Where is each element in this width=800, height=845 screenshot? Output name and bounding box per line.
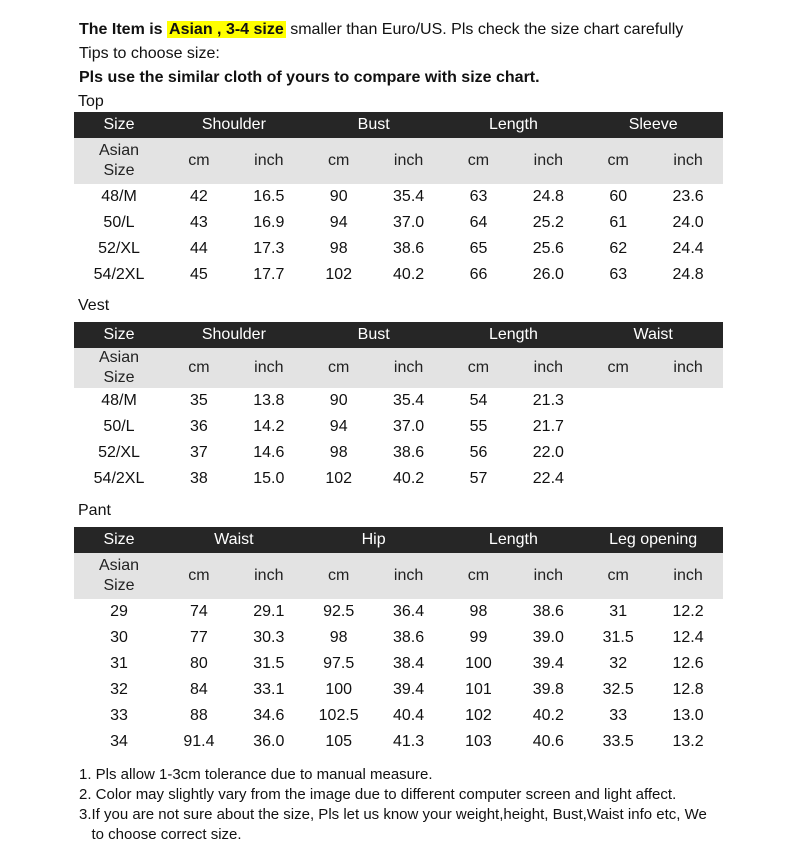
measure-cell: 33.1 <box>253 681 285 698</box>
size-cell: 54/2XL <box>93 266 145 283</box>
measure-cell: 13.8 <box>253 392 285 409</box>
top-size-table <box>74 112 723 288</box>
measure-cell: 91.4 <box>183 733 215 750</box>
measure-cell: 98 <box>469 603 488 620</box>
table-row <box>74 414 723 440</box>
intro-line <box>79 20 683 40</box>
subheader-unit: inch <box>653 553 723 599</box>
measure-cell: 84 <box>190 681 208 698</box>
measure-cell: 62 <box>609 240 628 257</box>
table-row <box>74 651 723 677</box>
pant-size-table <box>74 527 723 755</box>
subheader-unit: cm <box>444 348 514 388</box>
measure-cell: 56 <box>469 444 488 461</box>
table-row <box>74 466 723 492</box>
measure-cell: 39.0 <box>532 629 564 646</box>
table-row <box>74 388 723 414</box>
size-cell: 29 <box>110 603 128 620</box>
pant-section-label: Pant <box>78 502 111 519</box>
measure-cell: 12.4 <box>672 629 704 646</box>
vest-size-table <box>74 322 723 492</box>
measure-cell: 43 <box>190 214 208 231</box>
measure-cell: 25.2 <box>532 214 564 231</box>
subheader-unit: cm <box>583 348 653 388</box>
subheader-asian-size: Asian Size <box>74 348 164 388</box>
table-row <box>74 210 723 236</box>
header-length: Length <box>444 322 584 348</box>
intro-prefix: The Item is <box>79 21 163 38</box>
subheader-unit: cm <box>164 553 234 599</box>
table-row <box>74 599 723 625</box>
subheader-unit: inch <box>513 138 583 184</box>
measure-cell: 33.5 <box>602 733 634 750</box>
measure-cell: 54 <box>469 392 488 409</box>
size-cell: 31 <box>110 655 128 672</box>
measure-cell: 40.6 <box>532 733 564 750</box>
size-cell: 52/XL <box>98 444 140 461</box>
header-leg-opening: Leg opening <box>583 527 723 553</box>
header-size: Size <box>74 112 164 138</box>
measure-cell: 38.6 <box>393 444 425 461</box>
tips-heading: Tips to choose size: <box>79 45 220 62</box>
measure-cell: 16.5 <box>253 188 285 205</box>
subheader-unit: inch <box>513 348 583 388</box>
table-row <box>74 236 723 262</box>
measure-cell: 37.0 <box>393 214 425 231</box>
measure-cell: 64 <box>469 214 488 231</box>
measure-cell <box>583 466 653 492</box>
measure-cell: 37.0 <box>393 418 425 435</box>
measure-cell: 98 <box>329 240 348 257</box>
measure-cell: 40.2 <box>393 266 425 283</box>
table-row <box>74 729 723 755</box>
measure-cell: 37 <box>190 444 208 461</box>
measure-cell: 80 <box>190 655 208 672</box>
measure-cell: 88 <box>190 707 208 724</box>
header-bust: Bust <box>304 112 444 138</box>
measure-cell: 101 <box>465 681 492 698</box>
measure-cell: 38.4 <box>393 655 425 672</box>
measure-cell: 102 <box>325 470 353 487</box>
measure-cell: 38 <box>190 470 208 487</box>
measure-cell: 24.8 <box>532 188 564 205</box>
subheader-unit: cm <box>164 138 234 184</box>
measure-cell: 90 <box>329 392 348 409</box>
size-cell: 30 <box>110 629 128 646</box>
measure-cell: 102 <box>325 266 353 283</box>
measure-cell <box>653 388 723 414</box>
header-bust: Bust <box>304 322 444 348</box>
subheader-unit: inch <box>234 348 304 388</box>
size-cell: 32 <box>110 681 128 698</box>
measure-cell: 103 <box>465 733 492 750</box>
subheader-unit: inch <box>374 553 444 599</box>
vest-section-label: Vest <box>78 297 110 314</box>
measure-cell: 38.6 <box>393 240 425 257</box>
measure-cell: 63 <box>469 188 488 205</box>
measure-cell: 39.8 <box>532 681 564 698</box>
measure-cell: 60 <box>609 188 628 205</box>
header-waist: Waist <box>583 322 723 348</box>
measure-cell: 39.4 <box>393 681 425 698</box>
measure-cell: 24.4 <box>672 240 704 257</box>
measure-cell: 25.6 <box>532 240 564 257</box>
measure-cell: 24.0 <box>672 214 704 231</box>
measure-cell: 31 <box>609 603 628 620</box>
measure-cell: 31.5 <box>602 629 634 646</box>
measure-cell: 38.6 <box>393 629 425 646</box>
size-cell: 48/M <box>101 188 137 205</box>
subheader-unit: cm <box>304 138 374 184</box>
size-cell: 52/XL <box>98 240 140 257</box>
measure-cell: 29.1 <box>253 603 285 620</box>
measure-cell: 12.8 <box>672 681 704 698</box>
compare-instruction: Pls use the similar cloth of yours to compare with size chart. <box>79 69 540 86</box>
measure-cell: 100 <box>325 681 353 698</box>
measure-cell: 99 <box>469 629 488 646</box>
measure-cell: 33 <box>609 707 628 724</box>
measure-cell: 14.6 <box>253 444 285 461</box>
note-tolerance: 1. Pls allow 1-3cm tolerance due to manual measure. <box>79 766 433 783</box>
measure-cell: 13.2 <box>672 733 704 750</box>
measure-cell: 102.5 <box>318 707 359 724</box>
header-length: Length <box>444 527 584 553</box>
measure-cell: 36 <box>190 418 208 435</box>
note-color: 2. Color may slightly vary from the image due to different computer screen and light affect. <box>79 786 677 803</box>
subheader-asian-size: Asian Size <box>74 553 164 599</box>
size-cell: 54/2XL <box>93 470 145 487</box>
measure-cell: 66 <box>469 266 488 283</box>
notes-list <box>79 765 707 845</box>
measure-cell: 100 <box>465 655 492 672</box>
top-section-label: Top <box>78 93 104 110</box>
measure-cell: 22.0 <box>532 444 564 461</box>
measure-cell: 65 <box>469 240 488 257</box>
subheader-unit: cm <box>304 553 374 599</box>
header-hip: Hip <box>304 527 444 553</box>
size-cell: 50/L <box>103 418 135 435</box>
measure-cell <box>653 414 723 440</box>
measure-cell: 17.3 <box>253 240 285 257</box>
measure-cell: 35 <box>190 392 208 409</box>
measure-cell: 16.9 <box>253 214 285 231</box>
measure-cell: 77 <box>190 629 208 646</box>
measure-cell <box>653 466 723 492</box>
subheader-unit: inch <box>653 138 723 184</box>
subheader-unit: inch <box>513 553 583 599</box>
subheader-unit: cm <box>444 553 514 599</box>
measure-cell: 22.4 <box>532 470 564 487</box>
subheader-unit: inch <box>374 138 444 184</box>
header-waist: Waist <box>164 527 304 553</box>
header-length: Length <box>444 112 584 138</box>
measure-cell: 26.0 <box>532 266 564 283</box>
intro-highlight: Asian , 3-4 size <box>169 21 284 38</box>
measure-cell <box>583 414 653 440</box>
measure-cell: 38.6 <box>532 603 564 620</box>
measure-cell: 45 <box>190 266 208 283</box>
header-shoulder: Shoulder <box>164 322 304 348</box>
measure-cell: 63 <box>609 266 628 283</box>
table-row <box>74 677 723 703</box>
subheader-unit: cm <box>164 348 234 388</box>
measure-cell: 35.4 <box>393 188 425 205</box>
measure-cell: 36.4 <box>393 603 425 620</box>
table-row <box>74 184 723 210</box>
measure-cell: 32 <box>609 655 628 672</box>
measure-cell: 92.5 <box>323 603 355 620</box>
intro-suffix: smaller than Euro/US. Pls check the size chart carefully <box>290 21 684 38</box>
subheader-unit: inch <box>234 553 304 599</box>
measure-cell: 23.6 <box>672 188 704 205</box>
subheader-unit: cm <box>583 553 653 599</box>
measure-cell: 102 <box>465 707 492 724</box>
measure-cell: 12.6 <box>672 655 704 672</box>
measure-cell: 21.7 <box>532 418 564 435</box>
measure-cell: 34.6 <box>253 707 285 724</box>
table-row <box>74 703 723 729</box>
note-contact-cont: to choose correct size. <box>79 826 242 843</box>
measure-cell: 35.4 <box>393 392 425 409</box>
measure-cell: 57 <box>469 470 488 487</box>
subheader-asian-size: Asian Size <box>74 138 164 184</box>
size-cell: 33 <box>110 707 128 724</box>
measure-cell: 97.5 <box>323 655 355 672</box>
measure-cell: 36.0 <box>253 733 285 750</box>
measure-cell: 13.0 <box>672 707 704 724</box>
measure-cell: 41.3 <box>393 733 425 750</box>
header-size: Size <box>74 322 164 348</box>
measure-cell: 44 <box>190 240 208 257</box>
note-contact: 3.If you are not sure about the size, Pls let us know your weight,height, Bust,Waist info etc, We <box>79 806 707 823</box>
measure-cell: 32.5 <box>602 681 634 698</box>
measure-cell: 17.7 <box>253 266 285 283</box>
subheader-unit: inch <box>234 138 304 184</box>
size-cell: 34 <box>110 733 128 750</box>
header-sleeve: Sleeve <box>583 112 723 138</box>
measure-cell: 40.2 <box>393 470 425 487</box>
subheader-unit: inch <box>653 348 723 388</box>
measure-cell: 98 <box>329 444 348 461</box>
measure-cell: 39.4 <box>532 655 564 672</box>
measure-cell <box>653 440 723 466</box>
header-shoulder: Shoulder <box>164 112 304 138</box>
table-row <box>74 625 723 651</box>
measure-cell: 24.8 <box>672 266 704 283</box>
measure-cell: 74 <box>190 603 208 620</box>
measure-cell: 21.3 <box>532 392 564 409</box>
measure-cell: 15.0 <box>253 470 285 487</box>
size-cell: 50/L <box>103 214 135 231</box>
table-row <box>74 262 723 288</box>
measure-cell: 94 <box>329 418 348 435</box>
measure-cell: 61 <box>609 214 628 231</box>
measure-cell: 105 <box>325 733 353 750</box>
measure-cell <box>583 388 653 414</box>
measure-cell: 30.3 <box>253 629 285 646</box>
measure-cell: 98 <box>329 629 348 646</box>
size-cell: 48/M <box>101 392 137 409</box>
measure-cell: 31.5 <box>253 655 285 672</box>
measure-cell: 14.2 <box>253 418 285 435</box>
measure-cell: 42 <box>190 188 208 205</box>
subheader-unit: cm <box>583 138 653 184</box>
measure-cell: 40.4 <box>393 707 425 724</box>
measure-cell: 40.2 <box>532 707 564 724</box>
header-size: Size <box>74 527 164 553</box>
measure-cell: 94 <box>329 214 348 231</box>
subheader-unit: inch <box>374 348 444 388</box>
subheader-unit: cm <box>444 138 514 184</box>
table-row <box>74 440 723 466</box>
measure-cell: 55 <box>469 418 488 435</box>
subheader-unit: cm <box>304 348 374 388</box>
measure-cell <box>583 440 653 466</box>
measure-cell: 90 <box>329 188 348 205</box>
measure-cell: 12.2 <box>672 603 704 620</box>
